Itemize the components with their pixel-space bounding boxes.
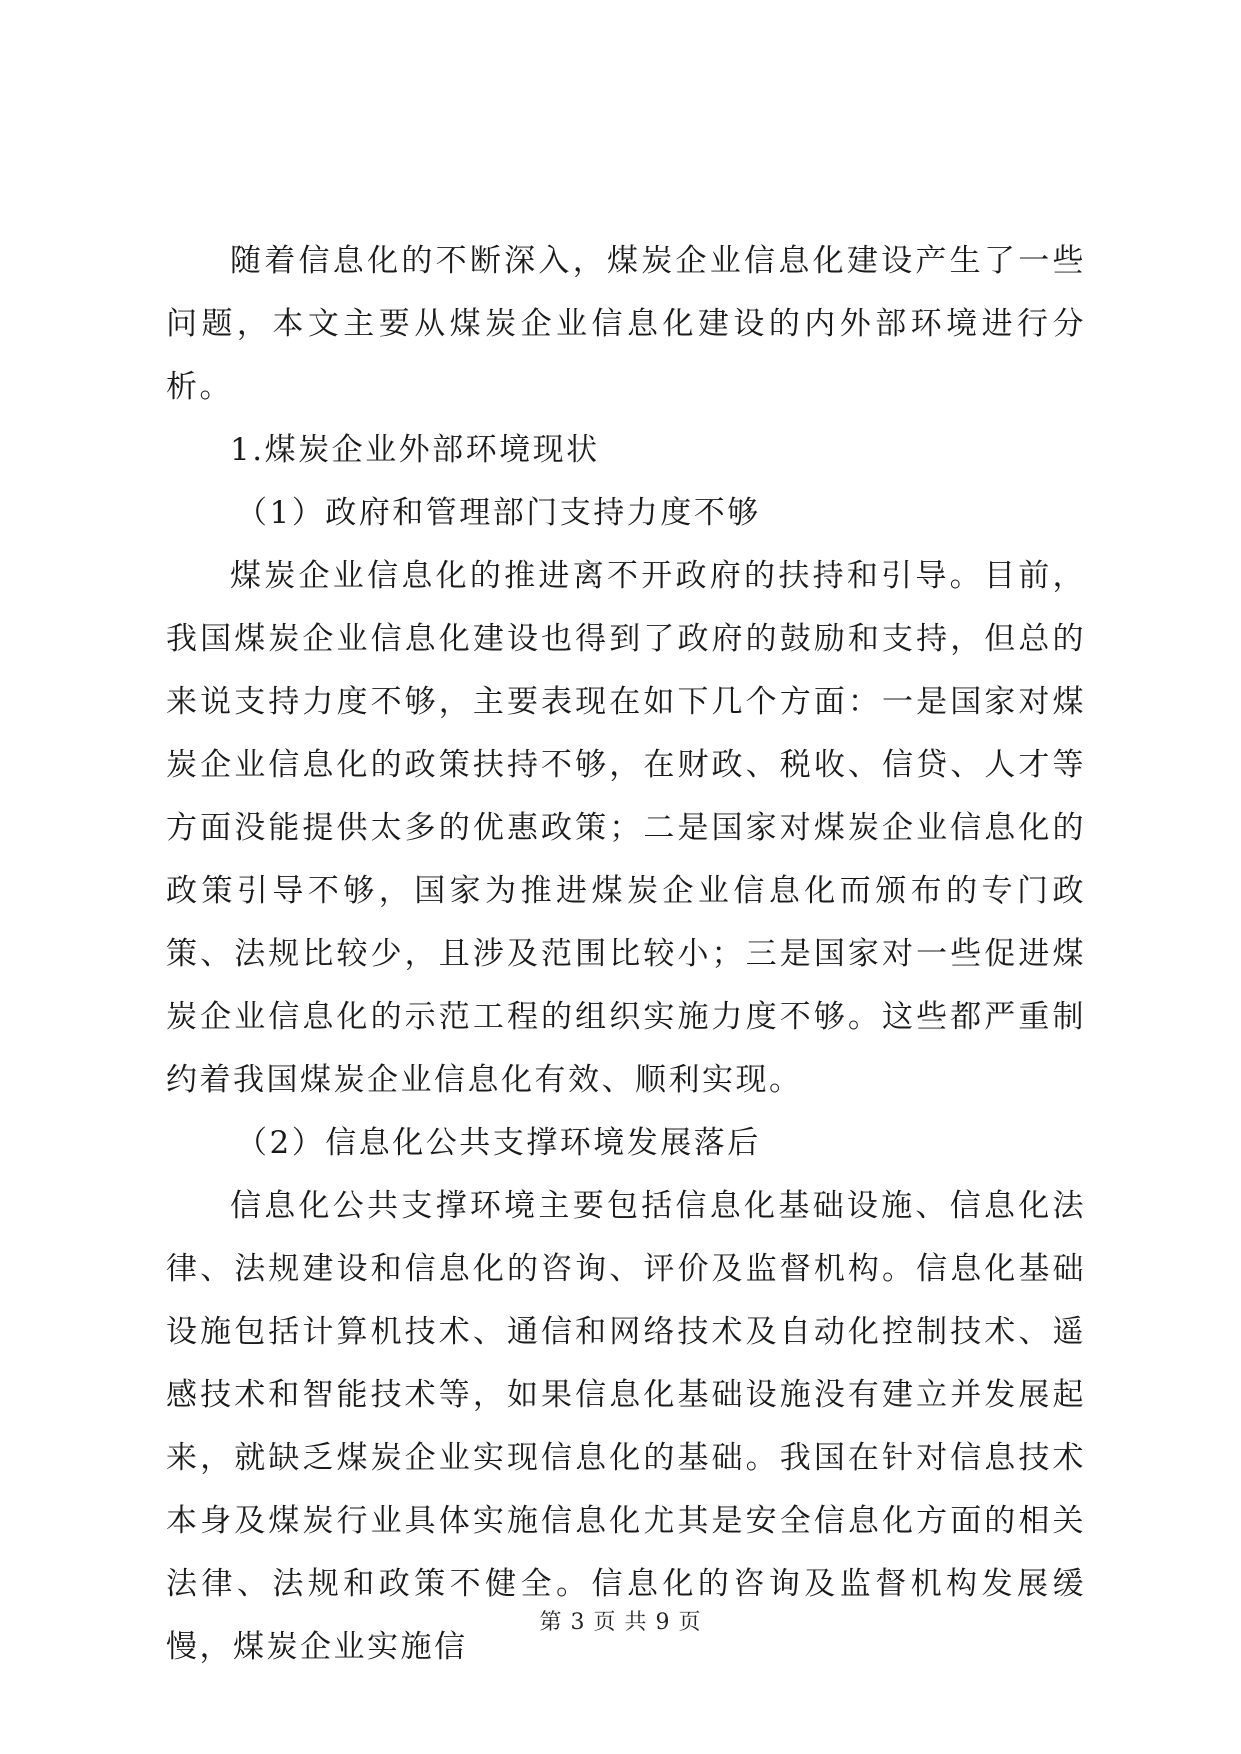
body-paragraph-2: 信息化公共支撑环境主要包括信息化基础设施、信息化法律、法规建设和信息化的咨询、评价及监督机构。信息化基础设施包括计算机技术、通信和网络技术及自动化控制技术、遥感技术和智能技术等，如果信息化基础设施没有建立并发展起来，就缺乏煤炭企业实现信息化的基础。我国在针对信息技术本身及煤炭行业具体实施信息化尤其是安全信息化方面的相关法律、法规和政策不健全。信息化的咨询及监督机构发展缓慢，煤炭企业实施信 (166, 1188, 1086, 1665)
intro-paragraph: 随着信息化的不断深入，煤炭企业信息化建设产生了一些问题，本文主要从煤炭企业信息化建设的内外部环境进行分析。 (166, 243, 1086, 405)
body-paragraph-1: 煤炭企业信息化的推进离不开政府的扶持和引导。目前，我国煤炭企业信息化建设也得到了政府的鼓励和支持，但总的来说支持力度不够，主要表现在如下几个方面：一是国家对煤炭企业信息化的政策扶持不够，在财政、税收、信贷、人才等方面没能提供太多的优惠政策；二是国家对煤炭企业信息化的政策引导不够，国家为推进煤炭企业信息化而颁布的专门政策、法规比较少，且涉及范围比较小；三是国家对一些促进煤炭企业信息化的示范工程的组织实施力度不够。这些都严重制约着我国煤炭企业信息化有效、顺利实现。 (166, 558, 1086, 1098)
page-number-footer: 第 3 页 共 9 页 (539, 1610, 702, 1635)
subsection-heading-2: （2）信息化公共支撑环境发展落后 (236, 1125, 761, 1161)
subsection-heading-1: （1）政府和管理部门支持力度不够 (236, 495, 761, 531)
document-body (166, 230, 1086, 1679)
section-heading: 1.煤炭企业外部环境现状 (230, 432, 600, 468)
